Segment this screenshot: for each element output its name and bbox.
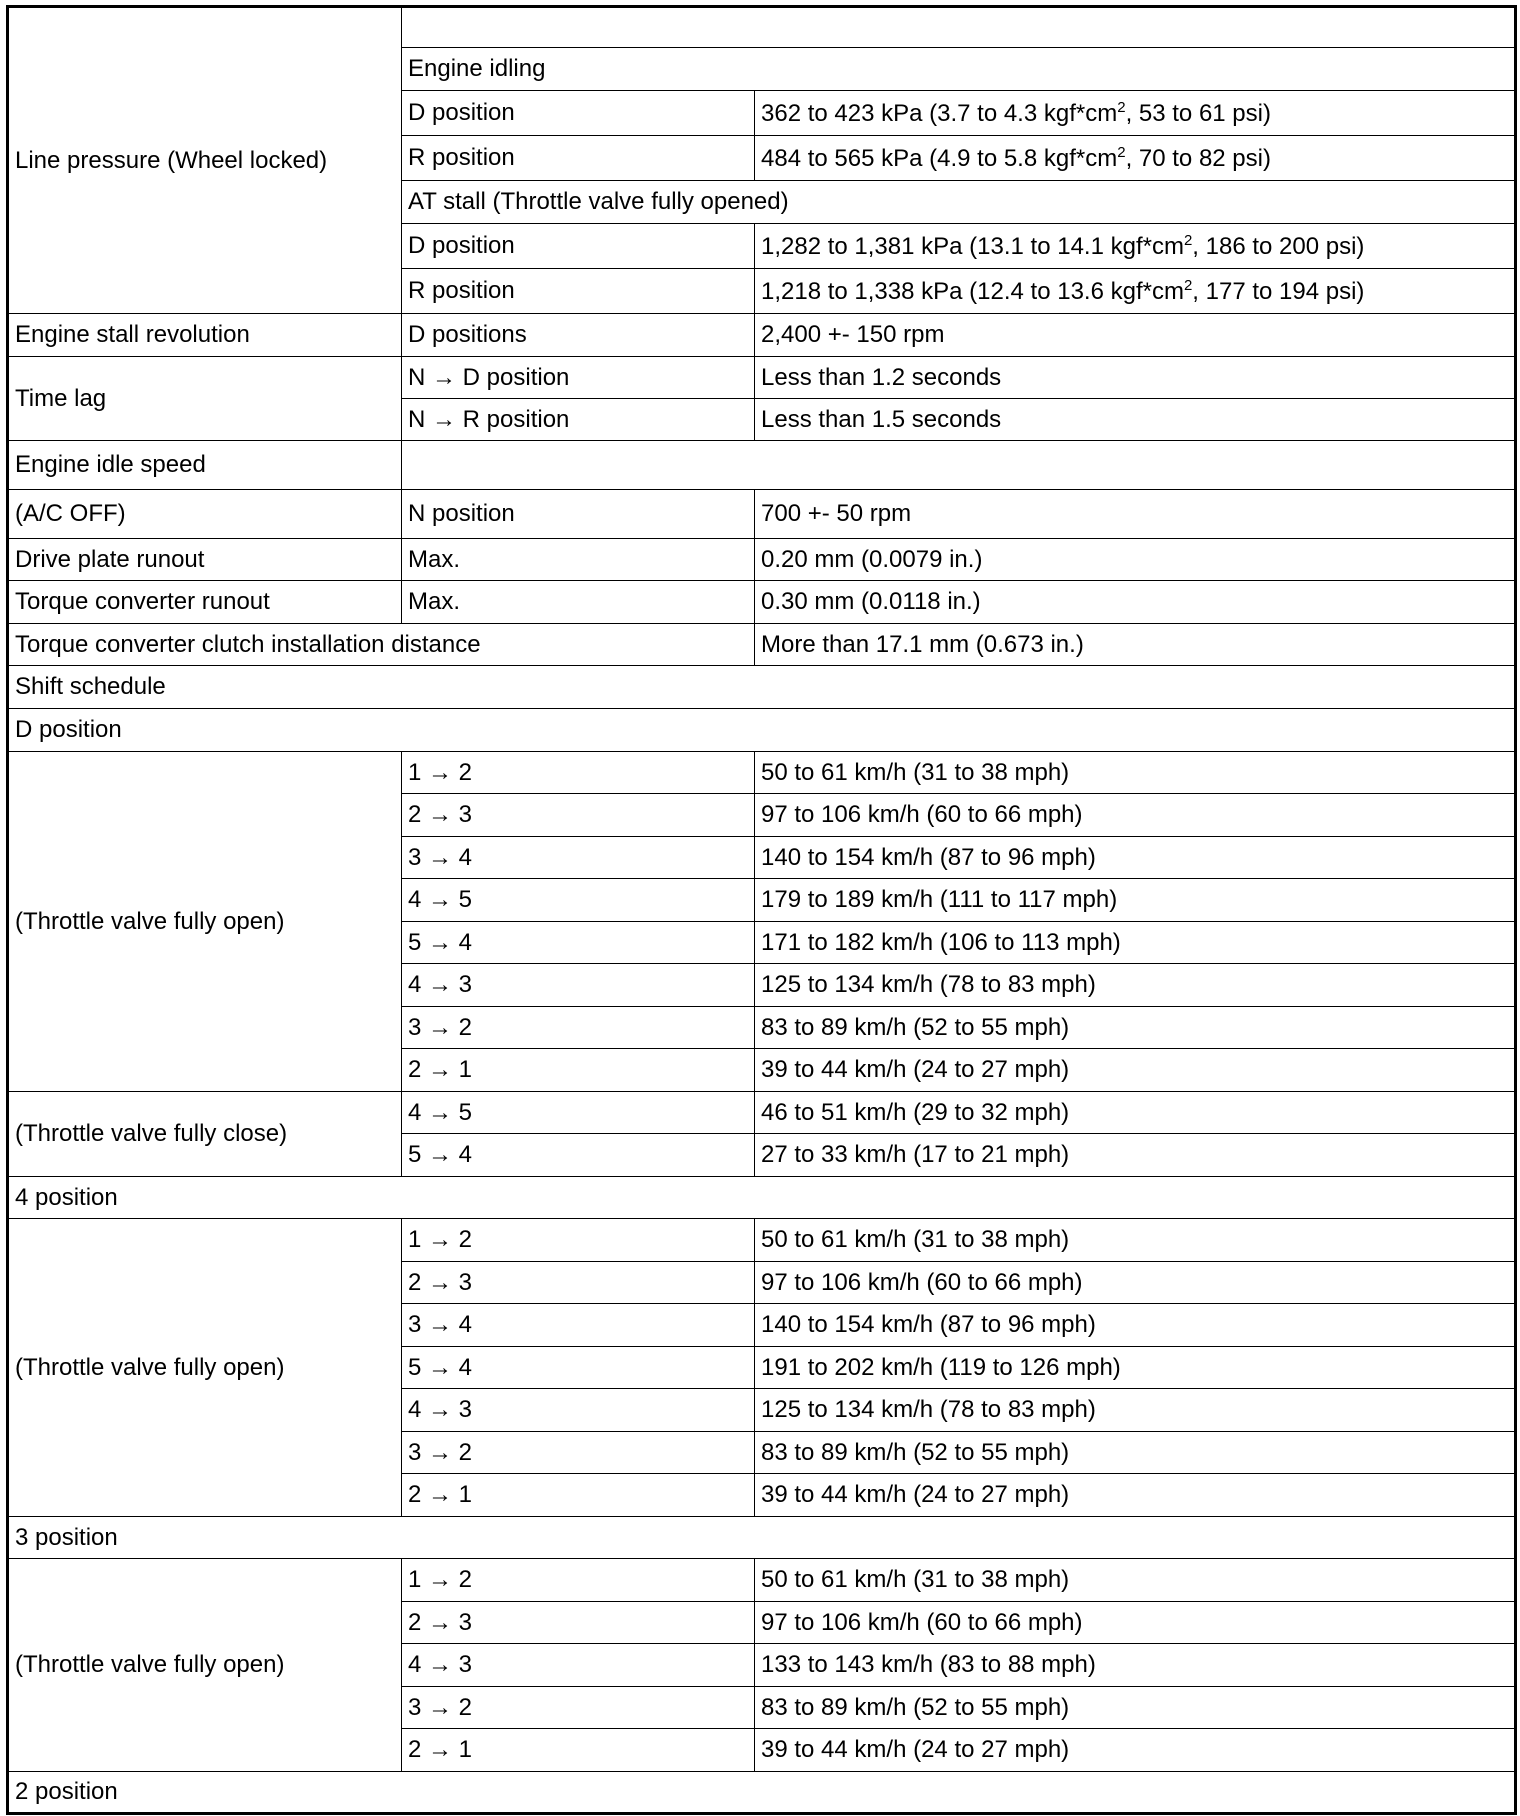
pressure-value: 1,282 to 1,381 kPa (13.1 to 14.1 $kgf*cm^2$, 186 to 200 psi) xyxy=(755,224,1516,269)
table-row xyxy=(8,1177,1516,1219)
table-row xyxy=(8,1772,1516,1814)
shift-cell: 3 → 4 xyxy=(402,1304,755,1347)
speed-cell: 171 to 182 km/h (106 to 113 mph) xyxy=(755,922,1516,964)
speed-cell: 133 to 143 km/h (83 to 88 mph) xyxy=(755,1644,1516,1687)
throttle-close-label: (Throttle valve fully close) xyxy=(8,1092,402,1177)
table-row xyxy=(8,357,1516,399)
table-row xyxy=(8,314,1516,357)
speed-cell: 46 to 51 km/h (29 to 32 mph) xyxy=(755,1092,1516,1134)
speed-cell: 140 to 154 km/h (87 to 96 mph) xyxy=(755,1304,1516,1347)
idle-speed-sublabel: (A/C OFF) xyxy=(8,490,402,539)
speed-cell: 83 to 89 km/h (52 to 55 mph) xyxy=(755,1007,1516,1049)
shift-cell: 2 → 1 xyxy=(402,1049,755,1092)
shift-cell: 4 → 3 xyxy=(402,1644,755,1687)
shift-cell: 3 → 4 xyxy=(402,837,755,879)
pressure-value: 484 to 565 kPa (4.9 to 5.8 $kgf*cm^2$, 70 to 82 psi) xyxy=(755,136,1516,181)
position-cell: N → R position xyxy=(402,399,755,441)
value-cell: 0.30 mm (0.0118 in.) xyxy=(755,581,1516,624)
speed-cell: 125 to 134 km/h (78 to 83 mph) xyxy=(755,964,1516,1007)
table-row xyxy=(8,666,1516,709)
table-row xyxy=(8,752,1516,794)
speed-cell: 39 to 44 km/h (24 to 27 mph) xyxy=(755,1729,1516,1772)
value-cell: More than 17.1 mm (0.673 in.) xyxy=(755,624,1516,666)
shift-cell: 1 → 2 xyxy=(402,1559,755,1602)
speed-cell: 50 to 61 km/h (31 to 38 mph) xyxy=(755,752,1516,794)
table-row xyxy=(8,709,1516,752)
position-cell: R position xyxy=(402,136,755,181)
table-row xyxy=(8,539,1516,581)
torque-converter-label: Torque converter runout xyxy=(8,581,402,624)
position-cell: R position xyxy=(402,269,755,314)
speed-cell: 83 to 89 km/h (52 to 55 mph) xyxy=(755,1432,1516,1474)
position-cell: N position xyxy=(402,490,755,539)
empty-cell xyxy=(402,441,1516,490)
d-position-heading: D position xyxy=(8,709,1516,752)
speed-cell: 191 to 202 km/h (119 to 126 mph) xyxy=(755,1347,1516,1389)
table-row xyxy=(8,7,1516,48)
engine-idling-heading: Engine idling xyxy=(402,48,1516,91)
shift-cell: 2 → 1 xyxy=(402,1729,755,1772)
shift-cell: 2 → 3 xyxy=(402,1602,755,1644)
table-row xyxy=(8,1559,1516,1602)
throttle-open-label: (Throttle valve fully open) xyxy=(8,1219,402,1517)
table-row xyxy=(8,1219,1516,1262)
shift-cell: 1 → 2 xyxy=(402,752,755,794)
line-pressure-label: Line pressure (Wheel locked) xyxy=(8,7,402,314)
table-row xyxy=(8,1092,1516,1134)
drive-plate-label: Drive plate runout xyxy=(8,539,402,581)
speed-cell: 50 to 61 km/h (31 to 38 mph) xyxy=(755,1219,1516,1262)
shift-cell: 4 → 3 xyxy=(402,964,755,1007)
time-lag-label: Time lag xyxy=(8,357,402,441)
value-cell: 0.20 mm (0.0079 in.) xyxy=(755,539,1516,581)
shift-schedule-heading: Shift schedule xyxy=(8,666,1516,709)
shift-cell: 2 → 3 xyxy=(402,1262,755,1304)
position-2-heading: 2 position xyxy=(8,1772,1516,1814)
shift-cell: 2 → 1 xyxy=(402,1474,755,1517)
pressure-value: 1,218 to 1,338 kPa (12.4 to 13.6 $kgf*cm^2$, 177 to 194 psi) xyxy=(755,269,1516,314)
speed-cell: 39 to 44 km/h (24 to 27 mph) xyxy=(755,1474,1516,1517)
table-row xyxy=(8,624,1516,666)
position-cell: D position xyxy=(402,224,755,269)
table-row xyxy=(8,581,1516,624)
shift-cell: 4 → 5 xyxy=(402,879,755,922)
clutch-distance-label: Torque converter clutch installation distance xyxy=(8,624,755,666)
shift-cell: 3 → 2 xyxy=(402,1007,755,1049)
shift-cell: 4 → 5 xyxy=(402,1092,755,1134)
shift-cell: 5 → 4 xyxy=(402,1347,755,1389)
value-cell: Less than 1.2 seconds xyxy=(755,357,1516,399)
shift-cell: 5 → 4 xyxy=(402,922,755,964)
value-cell: 2,400 +- 150 rpm xyxy=(755,314,1516,357)
speed-cell: 179 to 189 km/h (111 to 117 mph) xyxy=(755,879,1516,922)
pressure-value: 362 to 423 kPa (3.7 to 4.3 $kgf*cm^2$, 53 to 61 psi) xyxy=(755,91,1516,136)
speed-cell: 39 to 44 km/h (24 to 27 mph) xyxy=(755,1049,1516,1092)
empty-header-cell xyxy=(402,7,1516,48)
position-cell: D position xyxy=(402,91,755,136)
shift-cell: 2 → 3 xyxy=(402,794,755,837)
table-row xyxy=(8,490,1516,539)
value-cell: Less than 1.5 seconds xyxy=(755,399,1516,441)
shift-cell: 3 → 2 xyxy=(402,1687,755,1729)
position-cell: N → D position xyxy=(402,357,755,399)
position-4-heading: 4 position xyxy=(8,1177,1516,1219)
speed-cell: 140 to 154 km/h (87 to 96 mph) xyxy=(755,837,1516,879)
speed-cell: 97 to 106 km/h (60 to 66 mph) xyxy=(755,794,1516,837)
spec-cell: Max. xyxy=(402,581,755,624)
table-row xyxy=(8,1517,1516,1559)
speed-cell: 50 to 61 km/h (31 to 38 mph) xyxy=(755,1559,1516,1602)
speed-cell: 27 to 33 km/h (17 to 21 mph) xyxy=(755,1134,1516,1177)
spec-table xyxy=(6,5,1517,1815)
idle-speed-label: Engine idle speed xyxy=(8,441,402,490)
position-cell: D positions xyxy=(402,314,755,357)
speed-cell: 97 to 106 km/h (60 to 66 mph) xyxy=(755,1602,1516,1644)
value-cell: 700 +- 50 rpm xyxy=(755,490,1516,539)
shift-cell: 3 → 2 xyxy=(402,1432,755,1474)
throttle-open-label: (Throttle valve fully open) xyxy=(8,1559,402,1772)
position-3-heading: 3 position xyxy=(8,1517,1516,1559)
throttle-open-label: (Throttle valve fully open) xyxy=(8,752,402,1092)
at-stall-heading: AT stall (Throttle valve fully opened) xyxy=(402,181,1516,224)
engine-stall-label: Engine stall revolution xyxy=(8,314,402,357)
table-row xyxy=(8,441,1516,490)
spec-cell: Max. xyxy=(402,539,755,581)
speed-cell: 125 to 134 km/h (78 to 83 mph) xyxy=(755,1389,1516,1432)
shift-cell: 4 → 3 xyxy=(402,1389,755,1432)
speed-cell: 97 to 106 km/h (60 to 66 mph) xyxy=(755,1262,1516,1304)
speed-cell: 83 to 89 km/h (52 to 55 mph) xyxy=(755,1687,1516,1729)
shift-cell: 5 → 4 xyxy=(402,1134,755,1177)
shift-cell: 1 → 2 xyxy=(402,1219,755,1262)
